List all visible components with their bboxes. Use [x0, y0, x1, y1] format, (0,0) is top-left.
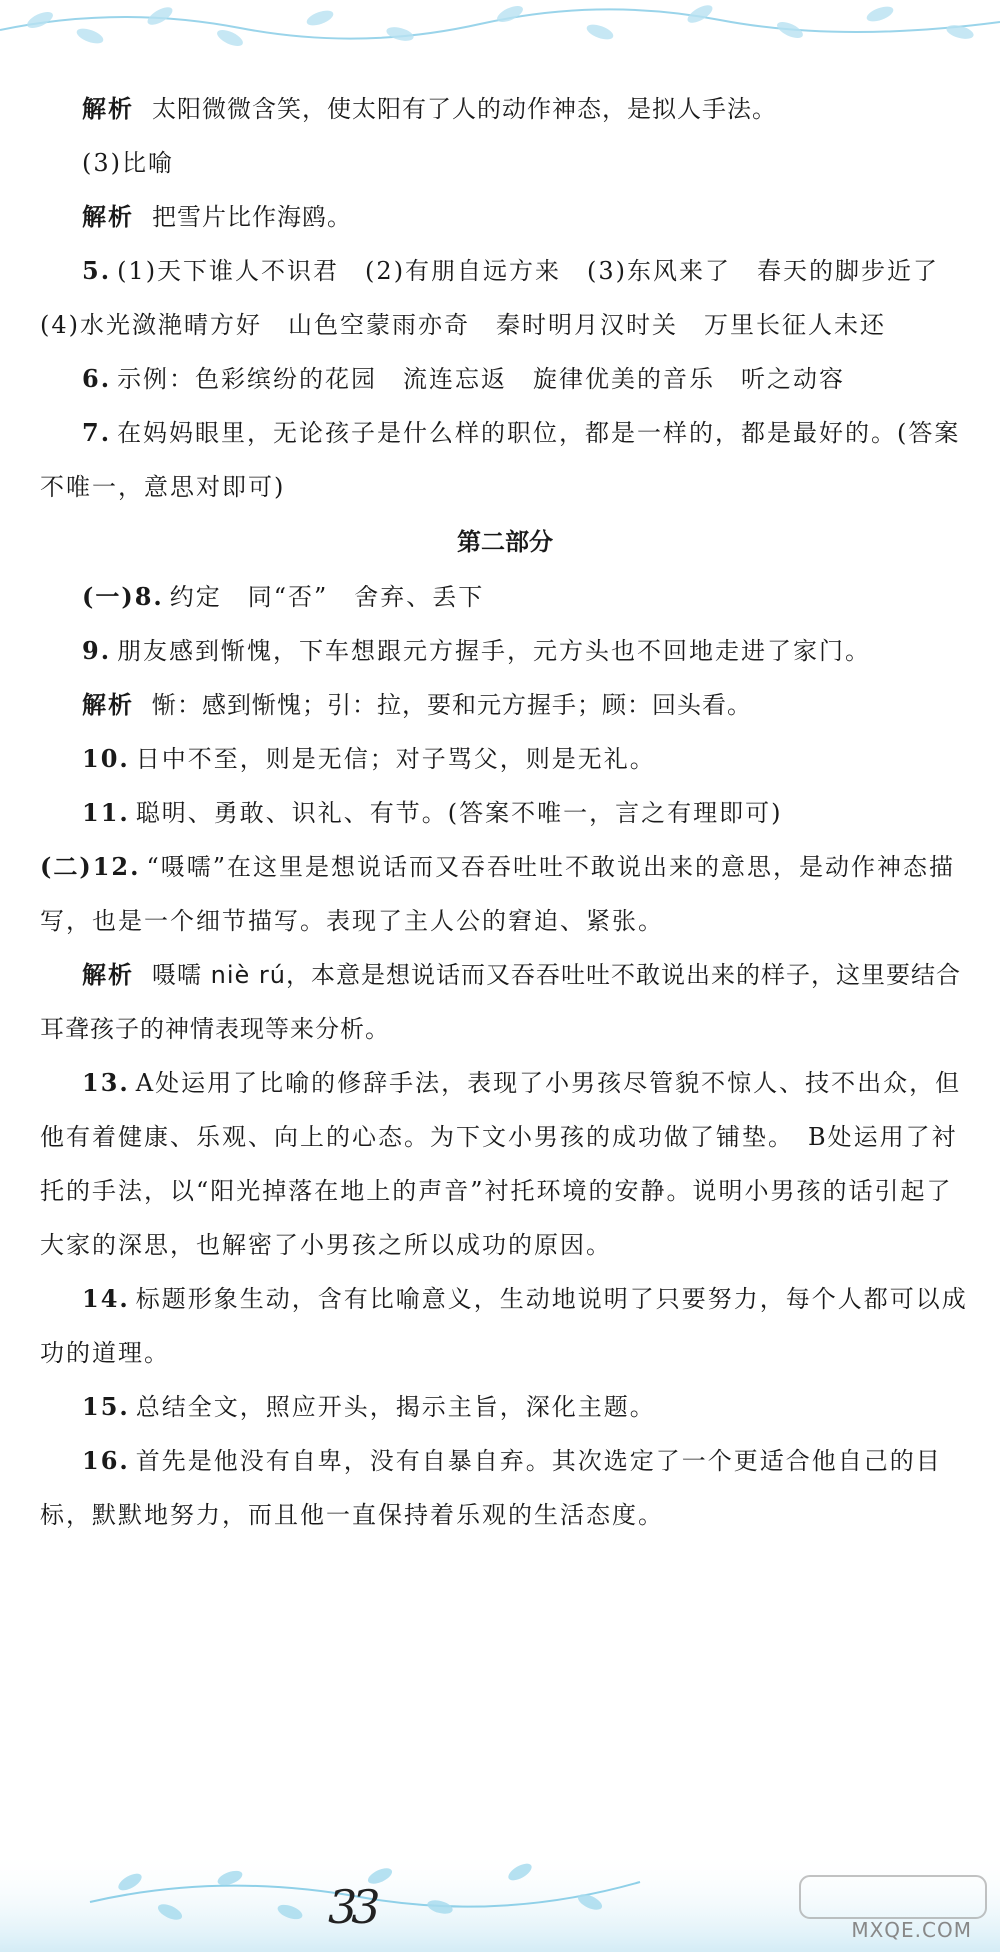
answer-item-7: 7. 在妈妈眼里，无论孩子是什么样的职位，都是一样的，都是最好的。(答案不唯一，意思对即可) — [40, 418, 961, 501]
answer-item-13: 13. A处运用了比喻的修辞手法，表现了小男孩尽管貌不惊人、技不出众，但他有着健康、乐观、向上的心态。为下文小男孩的成功做了铺垫。 B处运用了衬托的手法，以“阳光掉落在地上的声音”衬托环境的安静。说明小男孩的话引起了大家的深思，也解密了小男孩之所以成功的原因。 — [40, 1068, 962, 1259]
analysis-line: 解析 嗫嚅 niè rú，本意是想说话而又吞吞吐吐不敢说出来的样子，这里要结合耳聋孩子的神情表现等来分析。 — [40, 961, 961, 1043]
answer-content — [40, 82, 970, 1542]
answer-item-8: (一)8. 约定 同“否” 舍弃、丢下 — [82, 582, 485, 611]
answer-item-16: 16. 首先是他没有自卑，没有自暴自弃。其次选定了一个更适合他自己的目标，默默地努力，而且他一直保持着乐观的生活态度。 — [40, 1446, 942, 1529]
section-title: 第二部分 — [457, 528, 553, 556]
answer-item-9: 9. 朋友感到惭愧，下车想跟元方握手，元方头也不回地走进了家门。 — [82, 636, 872, 665]
answer-item-6: 6. 示例：色彩缤纷的花园 流连忘返 旋律优美的音乐 听之动容 — [82, 364, 846, 393]
answer-item-14: 14. 标题形象生动，含有比喻意义，生动地说明了只要努力，每个人都可以成功的道理。 — [40, 1284, 968, 1367]
analysis-line: 解析 惭：感到惭愧；引：拉，要和元方握手；顾：回头看。 — [82, 691, 752, 719]
analysis-line: 解析 太阳微微含笑，使太阳有了人的动作神态，是拟人手法。 — [82, 95, 777, 123]
analysis-line: 解析 把雪片比作海鸥。 — [82, 203, 352, 231]
answer-item-12: (二)12. “嗫嚅”在这里是想说话而又吞吞吐吐不敢说出来的意思，是动作神态描写，也是一个细节描写。表现了主人公的窘迫、紧张。 — [40, 852, 956, 935]
answer-item-11: 11. 聪明、勇敢、识礼、有节。(答案不唯一，言之有理即可) — [82, 798, 783, 827]
answer-item-5: 5. (1)天下谁人不识君 (2)有朋自远方来 (3)东风来了 春天的脚步近了 (4)水光潋滟晴方好 山色空蒙雨亦奇 秦时明月汉时关 万里长征人未还 — [40, 256, 966, 339]
top-vine-decoration — [0, 0, 1000, 60]
answer-item-10: 10. 日中不至，则是无信；对子骂父，则是无礼。 — [82, 744, 656, 773]
watermark-url: MXQE.COM — [851, 1918, 972, 1942]
answer-item-15: 15. 总结全文，照应开头，揭示主旨，深化主题。 — [82, 1392, 656, 1421]
answer-line: (3)比喻 — [82, 149, 174, 177]
page-number: 33 — [328, 1880, 375, 1934]
